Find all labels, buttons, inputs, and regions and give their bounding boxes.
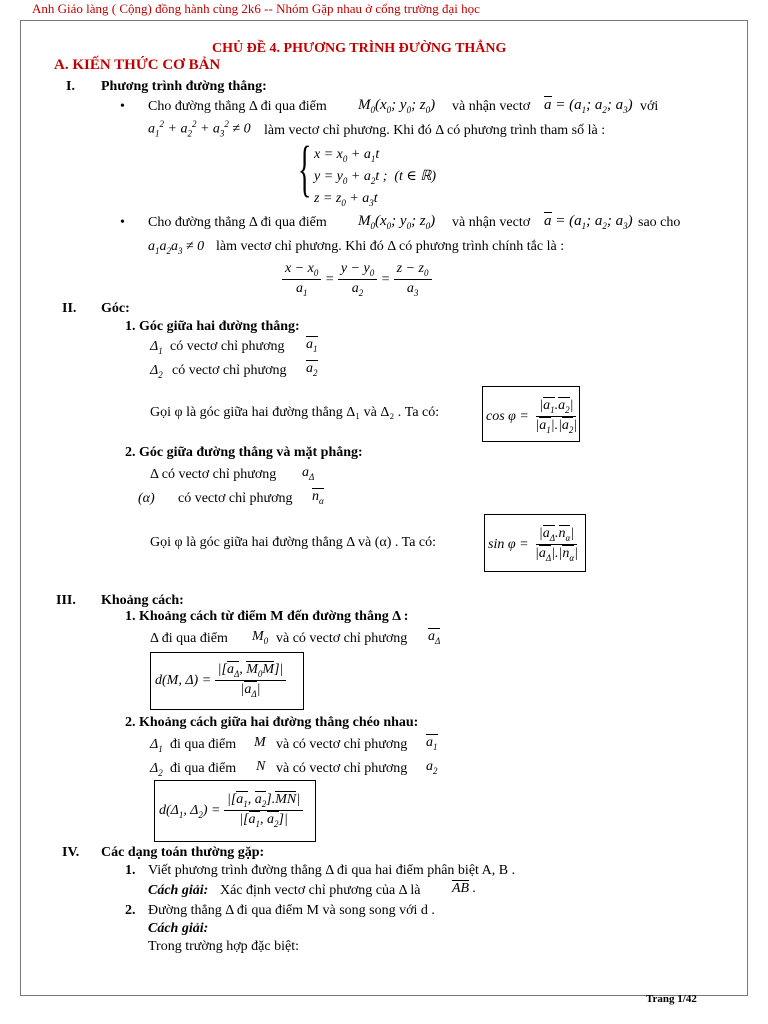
canonical-equation: $\frac{x - x_0}{a_1}$ = $\frac{y - y_0}{a_2}$ = $\frac{z - z_0}{a_3}$ [282,262,432,298]
cos-formula-box [482,386,580,442]
plane-normal-text: có vectơ chỉ phương [178,491,293,506]
skew-line1-text-a: đi qua điểm [170,737,237,752]
delta1-symbol: $\Delta_1$ [150,737,163,754]
skew-line1-text-b: và có vectơ chỉ phương [276,737,408,752]
section-i-title: Phương trình đường thẳng: [101,79,267,94]
section-ii-num: II. [62,301,77,316]
sin-formula: sin φ = $\frac{|a_\Delta.n_\alpha|}{|a_\Delta|.|n_\alpha|}$ [488,526,578,563]
subsection-3-2-title: 2. Khoảng cách giữa hai đường thẳng chéo nhau: [125,715,419,730]
vector-n-alpha: $n_\alpha$ [312,489,324,506]
vector-a-formula: $a = (a_1$; $a_2$; $a_3$) [544,97,633,115]
distance-point-line-formula: d(M, Δ) = $\frac{|[a_\Delta, M_0M]|}{|a_\Delta|}$ [155,663,286,699]
product-condition: $a_1a_2a_3 \ne 0$ [148,239,205,256]
bullet1-line2: làm vectơ chỉ phương. Khi đó Δ có phương trình tham số là : [264,123,606,138]
sin-formula-box [484,514,586,572]
page-header: Anh Giáo làng ( Cộng) đồng hành cùng 2k6 -- Nhóm Gặp nhau ở cổng trường đại học [32,1,480,16]
delta2-symbol: $\Delta_2$ [150,761,163,778]
subsection-3-1-title: 1. Khoảng cách từ điểm M đến đường thẳng Δ : [125,609,409,624]
point-m0-formula: $M_0(x_0$; $y_0$; $z_0$) [358,213,436,231]
item2-special-case: Trong trường hợp đặc biệt: [148,939,299,954]
system-brace: { [298,135,312,203]
bullet1-text-b: và nhận vectơ [452,99,531,114]
vector-a-formula: $a = (a_1$; $a_2$; $a_3$) [544,213,633,231]
section-iv-num: IV. [62,845,80,860]
bullet2-line2: làm vectơ chỉ phương. Khi đó Δ có phương trình chính tắc là : [216,239,565,254]
delta1-text: có vectơ chỉ phương [170,339,285,354]
skew-line2-text-a: đi qua điểm [170,761,237,776]
bullet: • [120,99,125,114]
param-eq-x: $x = x_0 + a_1t$ [314,147,380,164]
point-m0: $M_0$ [252,629,269,646]
vector-a-delta: $a_\Delta$ [302,465,315,482]
delta1-symbol: $\Delta_1$ [150,339,163,356]
line-direction-text: Δ có vectơ chỉ phương [150,467,277,482]
param-eq-y: $y = y_0 + a_2t$ ; (t ∈ ℝ) [314,169,437,186]
angle-lines-text: Gọi φ là góc giữa hai đường thẳng Δ₁ và Δ₂ . Ta có: [150,405,440,420]
bullet: • [120,215,125,230]
page-number: Trang 1/42 [646,993,697,1005]
plane-alpha-symbol: (α) [138,491,155,506]
param-eq-z: $z = z_0 + a_3t$ [314,191,378,208]
vector-a2: $a_2$ [426,759,438,776]
delta2-text: có vectơ chỉ phương [172,363,287,378]
section-iii-num: III. [56,593,76,608]
point-line-text-b: và có vectơ chỉ phương [276,631,408,646]
section-ii-title: Góc: [101,301,130,316]
bullet1-text-a: Cho đường thẳng Δ đi qua điểm [148,99,327,114]
subsection-2-1-title: 1. Góc giữa hai đường thẳng: [125,319,300,334]
vector-a2: $a_2$ [306,361,318,378]
bullet2-text-c: sao cho [638,215,681,230]
vector-a1: $a_1$ [306,337,318,354]
point-line-text-a: Δ đi qua điểm [150,631,228,646]
point-m: M [254,735,266,750]
skew-line2-text-b: và có vectơ chỉ phương [276,761,408,776]
distance-skew-lines-box [154,780,316,842]
subsection-2-2-title: 2. Góc giữa đường thẳng và mặt phẳng: [125,445,363,460]
nonzero-condition: $a_1^2 + a_2^2 + a_3^2 \ne 0$ [148,119,251,139]
point-m0-formula: $M_0(x_0$; $y_0$; $z_0$) [358,97,436,115]
item1-solution-text: Xác định vectơ chỉ phương của Δ là [220,883,421,898]
section-a-heading: A. KIẾN THỨC CƠ BẢN [54,57,221,73]
section-iii-title: Khoảng cách: [101,593,184,608]
distance-skew-lines-formula: $d(\Delta_1$, $\Delta_2$) = $\frac{|[a_1, a_2].MN|}{|[a_1, a_2]|}$ [159,793,303,829]
item2-num: 2. [125,903,136,918]
vector-ab: AB . [452,881,477,896]
bullet1-text-c: với [640,99,659,114]
bullet2-text-a: Cho đường thẳng Δ đi qua điểm [148,215,327,230]
section-iv-title: Các dạng toán thường gặp: [101,845,265,860]
vector-a-delta: $a_\Delta$ [428,629,441,646]
item2-text: Đường thẳng Δ đi qua điểm M và song song với d . [148,903,435,918]
section-i-num: I. [66,79,75,94]
bullet2-text-b: và nhận vectơ [452,215,531,230]
item1-num: 1. [125,863,136,878]
point-n: N [256,759,266,774]
chapter-title: CHỦ ĐỀ 4. PHƯƠNG TRÌNH ĐƯỜNG THẲNG [212,41,507,56]
item1-solution-label: Cách giải: [148,883,209,898]
vector-a1: $a_1$ [426,735,438,752]
distance-point-line-box [150,652,304,710]
cos-formula: cos φ = $\frac{|a_1.a_2|}{|a_1|.|a_2|}$ [486,398,578,435]
item1-text: Viết phương trình đường thẳng Δ đi qua hai điểm phân biệt A, B . [148,863,516,878]
item2-solution-label: Cách giải: [148,921,209,936]
delta2-symbol: $\Delta_2$ [150,363,163,380]
angle-line-plane-text: Gọi φ là góc giữa hai đường thẳng Δ và (α) . Ta có: [150,535,437,550]
